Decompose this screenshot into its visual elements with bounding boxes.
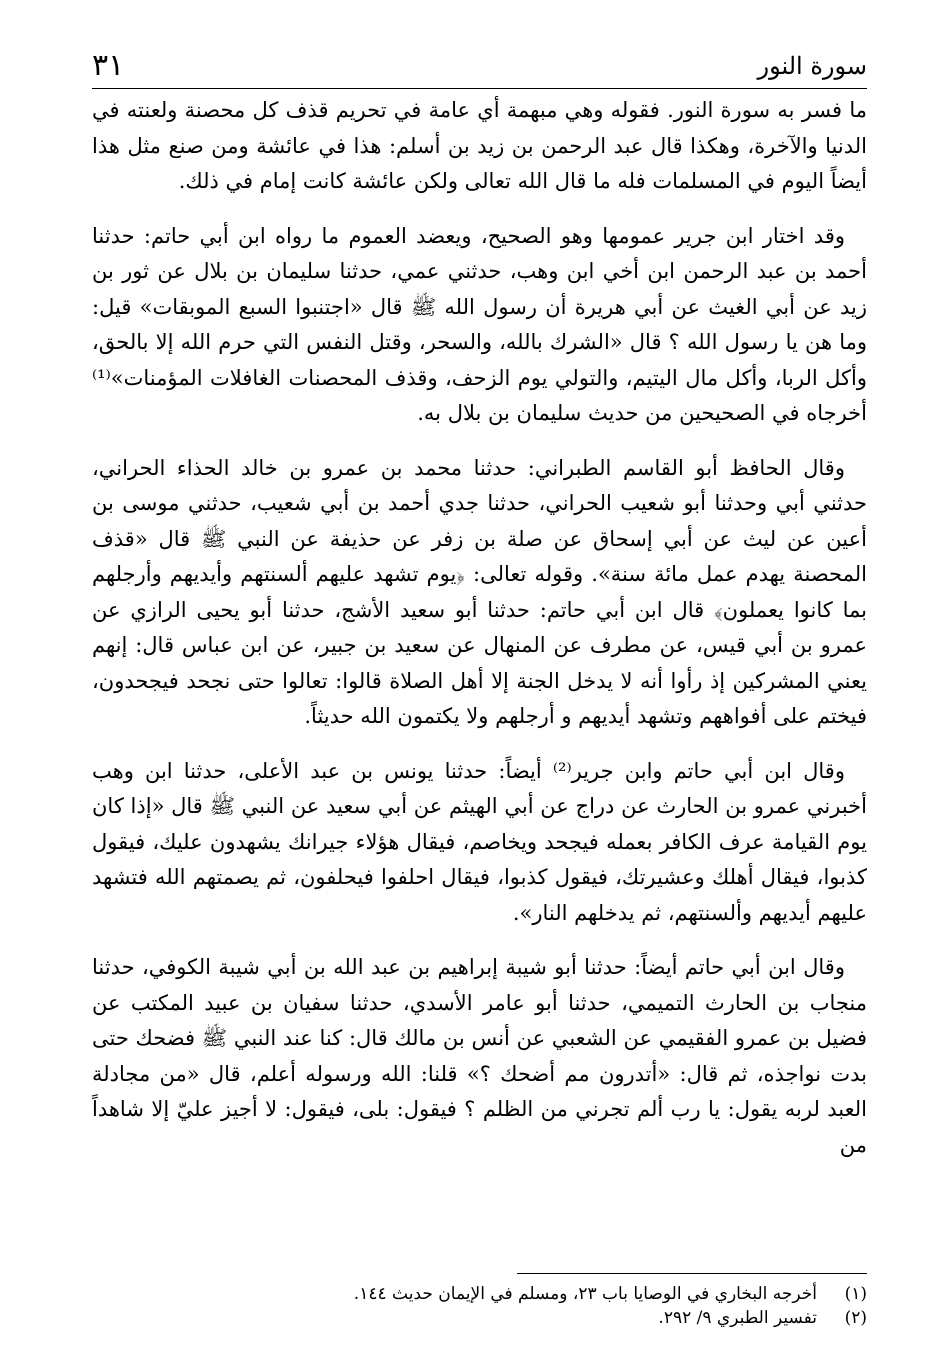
footnotes [92, 1282, 867, 1330]
footnote-2-number: (٢) [844, 1308, 867, 1328]
running-header [92, 48, 867, 89]
paragraph-1: ما فسر به سورة النور. فقوله وهي مبهمة أي عامة في تحريم قذف كل محصنة ولعنته في الدنيا والآخرة، وهكذا قال عبد الرحمن بن زيد بن أسلم: هذا في عائشة ومن صنع مثل هذا أيضاً اليوم في المسلمات فله ما قال الله تعالى ولكن عائشة كانت إمام في ذلك. [92, 98, 867, 193]
footnote-rule [517, 1273, 867, 1274]
footnote-2-text: تفسير الطبري ٩/ ٢٩٢. [658, 1308, 817, 1328]
surah-title: سورة النور [757, 52, 867, 80]
page-number: ٣١ [92, 48, 125, 83]
footnote-2 [92, 1306, 867, 1330]
paragraph-5: وقال ابن أبي حاتم أيضاً: حدثنا أبو شيبة إبراهيم بن عبد الله بن أبي شيبة الكوفي، حدثنا منجاب بن الحارث التميمي، حدثنا أبو عامر الأسدي، حدثنا سفيان بن عبيد المكتب عن فضيل بن عمرو الفقيمي عن الشعبي عن أنس بن مالك قال: كنا عند النبي ﷺ فضحك حتى بدت نواجذه، ثم قال: «أتدرون مم أضحك ؟» قلنا: الله ورسوله أعلم، قال «من مجادلة العبد لربه يقول: يا رب ألم تجرني من الظلم ؟ فيقول: بلى، فيقول: لا أجيز عليّ إلا شاهداً من [92, 955, 867, 1157]
paragraph-4: وقال ابن أبي حاتم وابن جرير⁽²⁾ أيضاً: حدثنا يونس بن عبد الأعلى، حدثنا ابن وهب أخبرني عمرو بن الحارث عن دراج عن أبي الهيثم عن أبي سعيد عن النبي ﷺ قال «إذا كان يوم القيامة عرف الكافر بعمله فيجحد ويخاصم، فيقال هؤلاء جيرانك يشهدون عليك، فيقول كذبوا، فيقال أهلك وعشيرتك، فيقول كذبوا، فيقال احلفوا فيحلفون، ثم يصمتهم الله فتشهد عليهم أيديهم وألسنتهم، ثم يدخلهم النار». [92, 758, 867, 925]
main-text [92, 93, 867, 1163]
paragraph-2: وقد اختار ابن جرير عمومها وهو الصحيح، ويعضد العموم ما رواه ابن أبي حاتم: حدثنا أحمد بن عبد الرحمن ابن أخي ابن وهب، حدثني عمي، حدثنا سليمان بن بلال عن ثور بن زيد عن أبي الغيث عن أبي هريرة أن رسول الله ﷺ قال «اجتنبوا السبع الموبقات» قيل: وما هن يا رسول الله ؟ قال «الشرك بالله، والسحر، وقتل النفس التي حرم الله إلا بالحق، وأكل الربا، وأكل مال اليتيم، والتولي يوم الزحف، وقذف المحصنات الغافلات المؤمنات»⁽¹⁾ أخرجاه في الصحيحين من حديث سليمان بن بلال به. [92, 223, 867, 425]
footnote-1-text: أخرجه البخاري في الوصايا باب ٢٣، ومسلم في الإيمان حديث ١٤٤. [353, 1284, 817, 1304]
footnote-1-number: (١) [844, 1284, 867, 1304]
paragraph-3: وقال الحافظ أبو القاسم الطبراني: حدثنا محمد بن عمرو بن خالد الحذاء الحراني، حدثني أبي وحدثنا أبو شعيب الحراني، حدثنا جدي أحمد بن أبي شعيب، حدثني موسى بن أعين عن ليث عن أبي إسحاق عن صلة بن زفر عن حذيفة عن النبي ﷺ قال «قذف المحصنة يهدم عمل مائة سنة». وقوله تعالى: ﴿يوم تشهد عليهم ألسنتهم وأيديهم وأرجلهم بما كانوا يعملون﴾ قال ابن أبي حاتم: حدثنا أبو سعيد الأشج، حدثنا أبو يحيى الرازي عن عمرو بن أبي قيس، عن مطرف عن المنهال عن سعيد بن جبير، عن ابن عباس قال: إنهم يعني المشركين إذ رأوا أنه لا يدخل الجنة إلا أهل الصلاة قالوا: تعالوا حتى نجحد فيجحدون، فيختم على أفواههم وتشهد أيديهم و أرجلهم ولا يكتمون الله حديثاً. [92, 455, 867, 728]
footnote-1 [92, 1282, 867, 1306]
